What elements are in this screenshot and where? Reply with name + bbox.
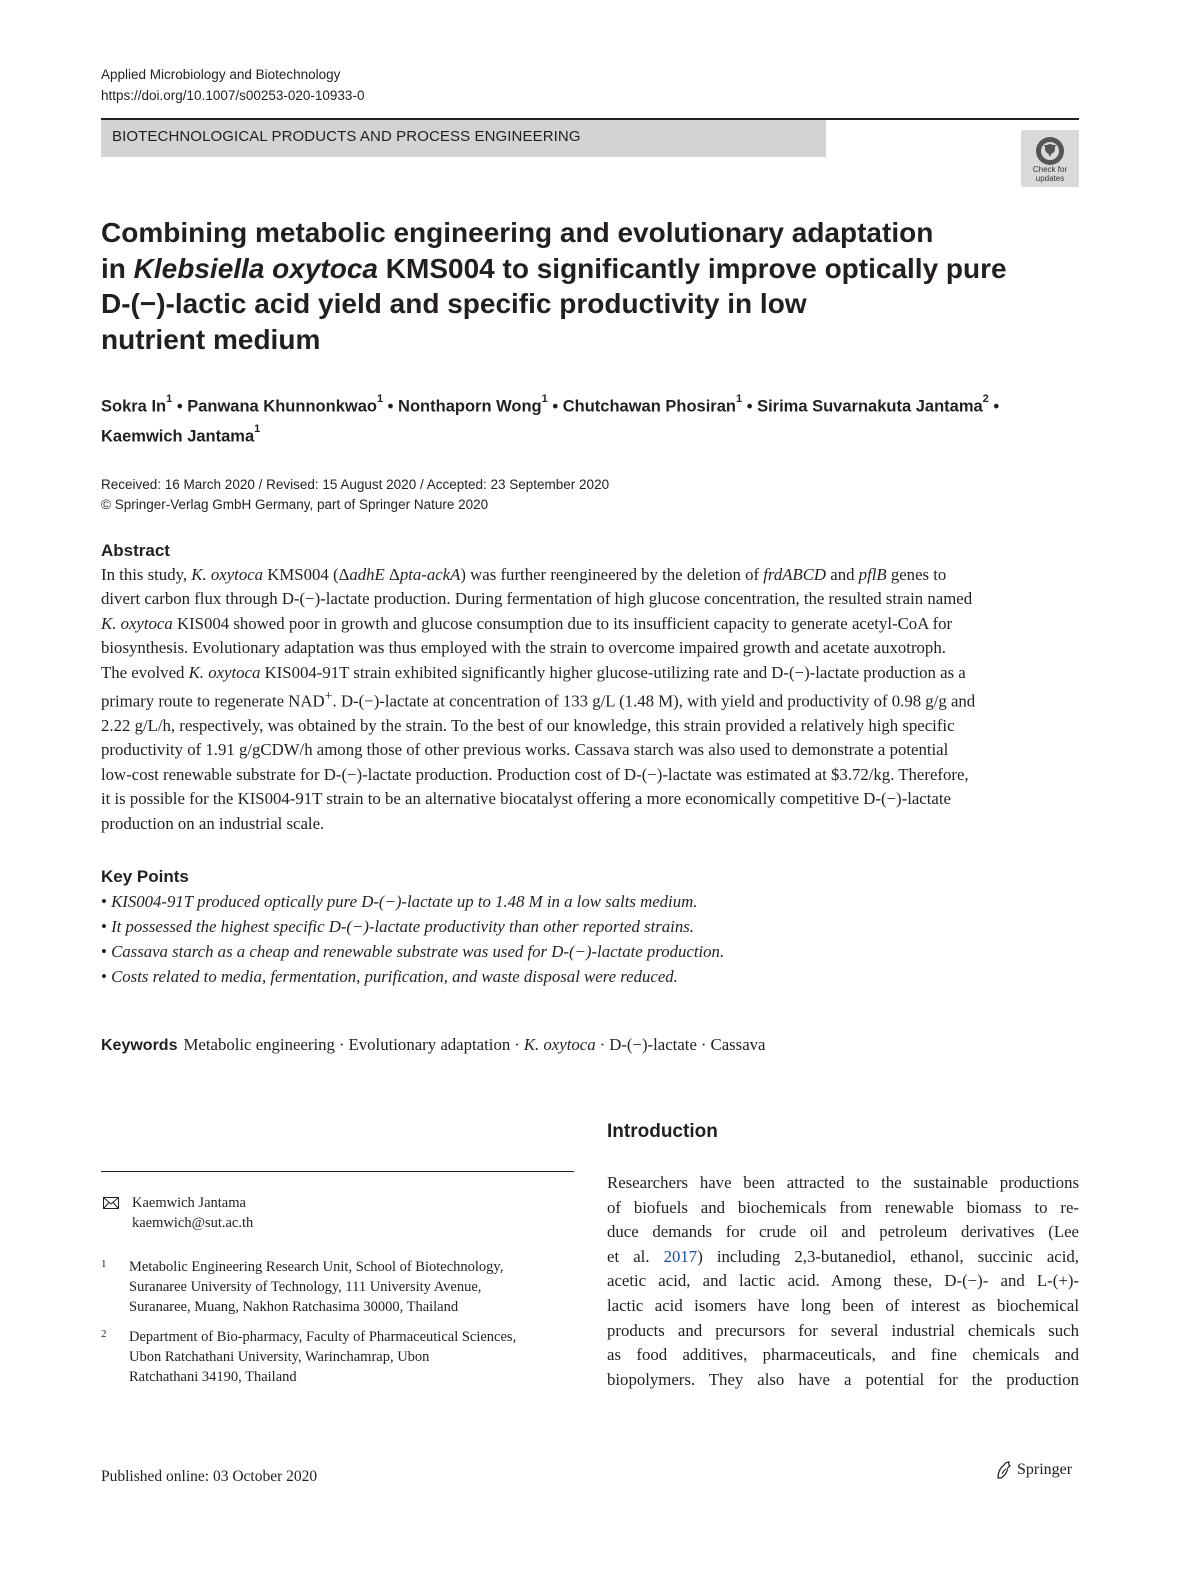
key-points-list <box>101 889 1001 989</box>
intro-line: products and precursors for several industrial chemicals such <box>607 1320 1079 1340</box>
abstract-line: 2.22 g/L/h, respectively, was obtained by the strain. To the best of our knowledge, this strain provided a relatively high specific <box>101 716 955 736</box>
keyword[interactable]: Metabolic engineering <box>183 1035 335 1054</box>
abstract-line <box>101 661 1091 685</box>
history-dates: Received: 16 March 2020 / Revised: 15 August 2020 / Accepted: 23 September 2020 <box>101 477 610 492</box>
introduction-body <box>607 1171 1079 1392</box>
affiliation-number: 1 <box>101 1258 107 1270</box>
affiliation-line: Ubon Ratchathani University, Warinchamrap, Ubon <box>129 1349 430 1365</box>
citation-link[interactable]: 2017 <box>663 1246 698 1266</box>
text: KIS004-91T strain exhibited significantly higher glucose-utilizing rate and D-(−)-lactate production as a <box>260 662 966 682</box>
abstract-line: productivity of 1.91 g/gCDW/h among those of other previous works. Cassava starch was also used to demonstrate a potential <box>101 740 949 760</box>
author-name[interactable]: Kaemwich Jantama <box>101 427 255 445</box>
author-line-1 <box>101 390 1086 420</box>
abstract-line: low-cost renewable substrate for D-(−)-lactate production. Production cost of D-(−)-lactate was estimated at $3.72/kg. Therefore, <box>101 764 969 784</box>
check-updates-line1: Check for <box>1032 165 1068 174</box>
keyword[interactable]: Evolutionary adaptation <box>348 1035 511 1054</box>
publisher-name: Springer <box>1017 1461 1073 1478</box>
key-point-item <box>101 914 1001 939</box>
correspondence <box>132 1193 253 1233</box>
intro-line: lactic acid isomers have long been of interest as biochemical <box>607 1295 1079 1315</box>
author-name[interactable]: Panwana Khunnonkwao <box>187 397 377 416</box>
copyright-notice: © Springer-Verlag GmbH Germany, part of Springer Nature 2020 <box>101 497 489 512</box>
author-separator: • <box>547 397 563 416</box>
title-line-1: Combining metabolic engineering and evolutionary adaptation <box>101 217 934 248</box>
keywords-label: Keywords <box>101 1037 178 1054</box>
abstract-body <box>101 563 1091 836</box>
introduction-heading: Introduction <box>607 1121 718 1142</box>
text: et al. <box>607 1246 664 1266</box>
affiliation-line: Suranaree, Muang, Nakhon Ratchasima 30000, Thailand <box>129 1299 459 1315</box>
abstract-line: production on an industrial scale. <box>101 813 325 833</box>
key-point-item <box>101 889 1001 914</box>
intro-line: acetic acid, and lactic acid. Among these, D-(−)- and L-(+)- <box>607 1271 1079 1291</box>
superscript: + <box>324 689 333 705</box>
check-updates-text <box>1021 166 1079 183</box>
abstract-line <box>101 685 1091 714</box>
key-point-item <box>101 964 1001 989</box>
bullet: • <box>101 917 112 936</box>
gene-name: pflB <box>858 565 887 584</box>
affiliation-2 <box>129 1327 579 1387</box>
author-name[interactable]: Nonthaporn Wong <box>398 397 542 416</box>
intro-line: as food additives, pharmaceuticals, and fine chemicals and <box>607 1345 1079 1365</box>
text: KIS004 showed poor in growth and glucose consumption due to its insufficient capacity to generate acetyl-CoA for <box>172 613 953 633</box>
key-points-heading: Key Points <box>101 867 189 886</box>
bullet: • <box>101 942 112 961</box>
corresponding-email[interactable]: kaemwich@sut.ac.th <box>132 1215 254 1231</box>
intro-line: Researchers have been attracted to the sustainable productions <box>607 1173 1079 1192</box>
author-separator: • <box>172 397 188 416</box>
author-affiliation: 1 <box>254 422 261 435</box>
affiliation-line: Department of Bio-pharmacy, Faculty of Pharmaceutical Sciences, <box>129 1329 517 1345</box>
published-date: Published online: 03 October 2020 <box>101 1468 318 1485</box>
journal-name: Applied Microbiology and Biotechnology <box>101 67 341 82</box>
corresponding-author: Kaemwich Jantama <box>132 1195 246 1211</box>
check-updates-icon <box>1035 136 1065 166</box>
text: KMS004 (Δ <box>263 565 350 584</box>
intro-line <box>607 1245 1079 1270</box>
title-line-2 <box>101 251 1007 287</box>
author-list <box>101 390 1086 449</box>
author-separator: • <box>988 397 1000 416</box>
bullet: • <box>101 967 112 986</box>
doi-link[interactable]: https://doi.org/10.1007/s00253-020-10933-0 <box>101 88 365 103</box>
key-point-text: It possessed the highest specific D-(−)-lactate productivity than other reported strains. <box>111 917 694 936</box>
abstract-line: biosynthesis. Evolutionary adaptation was thus employed with the strain to overcome impaired growth and acetate auxotroph. <box>101 638 946 658</box>
bullet: • <box>101 892 112 911</box>
text: In this study, <box>101 565 192 584</box>
key-point-text: KIS004-91T produced optically pure D-(−)-lactate up to 1.48 M in a low salts medium. <box>111 892 698 911</box>
author-affiliation: 2 <box>982 393 989 405</box>
title-text: KMS004 to significantly improve optically pure <box>378 252 1007 284</box>
abstract-line <box>101 563 1091 587</box>
text: ) including 2,3-butanediol, ethanol, succinic acid, <box>697 1246 1079 1266</box>
article-history <box>101 475 609 515</box>
species-name: K. oxytoca <box>191 565 264 584</box>
keyword[interactable]: Cassava <box>710 1035 766 1054</box>
author-affiliation: 1 <box>541 393 548 405</box>
text: Δ <box>384 565 400 584</box>
check-updates-line2: updates <box>1035 173 1065 183</box>
author-name[interactable]: Sirima Suvarnakuta Jantama <box>757 397 983 416</box>
intro-line: of biofuels and biochemicals from renewable biomass to re- <box>607 1197 1079 1217</box>
abstract-line: divert carbon flux through D-(−)-lactate production. During fermentation of high glucose concentration, the resulted strain named <box>101 589 973 609</box>
title-line-3: D-(−)-lactic acid yield and specific productivity in low <box>101 288 807 319</box>
key-point-text: Costs related to media, fermentation, purification, and waste disposal were reduced. <box>111 967 678 986</box>
gene-name: frdABCD <box>763 565 827 584</box>
text: and <box>826 565 859 584</box>
article-title <box>101 215 1007 357</box>
text: ) was further reengineered by the deletion of <box>460 565 764 584</box>
author-name[interactable]: Sokra In <box>101 397 167 416</box>
affiliation-number: 2 <box>101 1328 107 1340</box>
key-point-text: Cassava starch as a cheap and renewable substrate was used for D-(−)-lactate production. <box>111 942 725 961</box>
author-name[interactable]: Chutchawan Phosiran <box>562 397 736 416</box>
author-separator: • <box>742 397 758 416</box>
affiliation-line: Metabolic Engineering Research Unit, School of Biotechnology, <box>129 1259 504 1275</box>
footnote-divider <box>101 1171 574 1172</box>
title-species: Klebsiella oxytoca <box>133 252 379 284</box>
keyword-separator: · <box>700 1035 707 1054</box>
intro-line: biopolymers. They also have a potential for the production <box>607 1369 1079 1389</box>
author-line-2 <box>101 420 1086 450</box>
species-name: K. oxytoca <box>188 662 261 682</box>
keywords <box>101 1033 766 1058</box>
key-point-item <box>101 939 1001 964</box>
species-name: K. oxytoca <box>101 613 173 633</box>
title-text: in <box>101 252 134 284</box>
abstract-line: it is possible for the KIS004-91T strain to be an alternative biocatalyst offering a more economically competitive D-(−)-lactate <box>101 789 951 809</box>
springer-logo[interactable] <box>995 1460 1079 1482</box>
springer-horse-icon <box>995 1460 1013 1480</box>
affiliation-line: Suranaree University of Technology, 111 University Avenue, <box>129 1279 482 1295</box>
text: . D-(−)-lactate at concentration of 133 g/L (1.48 M), with yield and productivity of 0.98 g/g and <box>332 691 976 711</box>
journal-header <box>101 64 364 106</box>
keyword-separator: · <box>599 1035 606 1054</box>
author-affiliation: 1 <box>376 393 384 405</box>
gene-name: pta-ackA <box>399 565 461 584</box>
gene-name: adhE <box>349 565 385 584</box>
affiliation-1 <box>129 1257 579 1317</box>
keyword-separator: · <box>338 1035 345 1054</box>
text: primary route to regenerate NAD <box>101 691 325 711</box>
keyword[interactable]: K. oxytoca <box>523 1035 596 1054</box>
author-separator: • <box>383 397 399 416</box>
section-label: BIOTECHNOLOGICAL PRODUCTS AND PROCESS ENGINEERING <box>112 128 581 145</box>
intro-line: duce demands for crude oil and petroleum derivatives (Lee <box>607 1222 1079 1242</box>
abstract-line <box>101 612 1091 636</box>
author-affiliation: 1 <box>735 393 743 405</box>
text: The evolved <box>101 662 189 682</box>
text: genes to <box>886 565 947 584</box>
keyword[interactable]: D-(−)-lactate <box>609 1035 697 1054</box>
envelope-icon <box>103 1197 119 1209</box>
author-affiliation: 1 <box>166 393 173 405</box>
abstract-heading: Abstract <box>101 541 170 560</box>
keyword-separator: · <box>514 1035 520 1054</box>
affiliation-line: Ratchathani 34190, Thailand <box>129 1369 297 1385</box>
title-line-4: nutrient medium <box>101 323 321 355</box>
